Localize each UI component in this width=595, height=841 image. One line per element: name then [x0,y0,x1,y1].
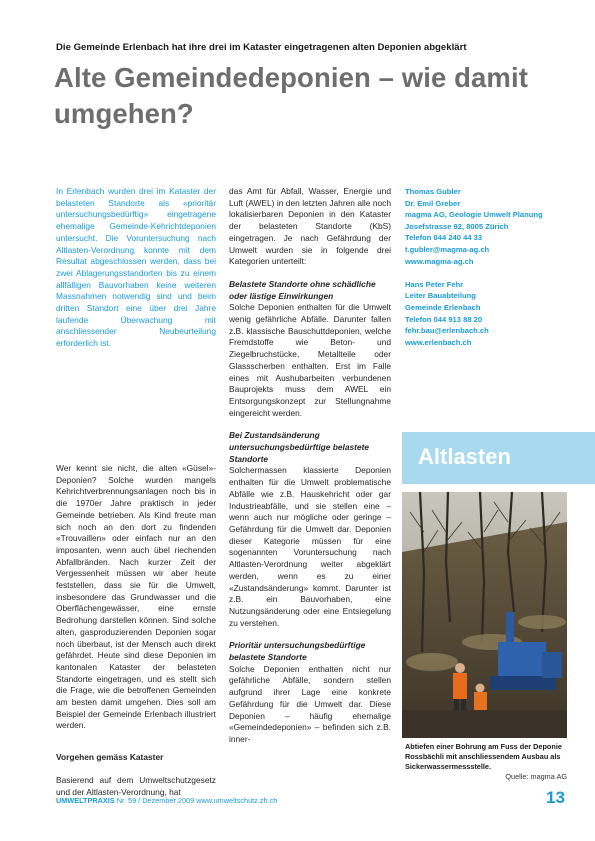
contact-email[interactable]: fehr.bau@erlenbach.ch [405,326,489,336]
page-number: 13 [546,788,565,807]
category-heading: Belastete Standorte ohne schädliche oder lästige Einwirkungen [229,278,376,301]
body-paragraph: Solche Deponien enthalten nicht nur gefährliche Abfälle, sondern stellen aufgrund ihrer Lage eine konkrete Gefährdung für die Umwelt dar. Diese Deponien – häufig ehemalige «Gemeindedeponien» – befinden sich z.B. inner- [229,663,391,744]
author-contacts [405,186,570,348]
body-paragraph: Solchermassen klassierte Deponien enthalten für die Umwelt problematische Abfälle wie z.B. Hauskehricht oder gar Industrieabfälle, und sie stellen eine – wenn auch nur mögliche oder geringe – Gefährdung für die Umwelt dar. Deponien dieser Kategorie müssen für eine sogenannten Voruntersuchung nach Altlasten-Verordnung weiter abgeklärt werden, wenn es zu einer «Zustandsänderung» kommt. Darunter ist z.B. ein Bauvorhaben, eine Nutzungsänderung oder eine Entsiegelung zu verstehen. [229,465,391,628]
photo-caption: Abtiefen einer Bohrung am Fuss der Deponie Rossbächli mit anschliessendem Ausbau als Sickerwassermessstelle. [405,742,562,771]
photo-illustration [402,492,567,738]
footer-url[interactable]: www.umweltschutz.zh.ch [196,796,278,805]
title-line-1: Alte Gemeindedeponien – wie damit [54,62,528,93]
contact-title: Dr. Emil Greber [405,198,461,208]
contact-org: Gemeinde Erlenbach [405,302,481,312]
lead-paragraph: In Erlenbach wurden drei im Kataster der belasteten Standorte als «prioritär untersuchungsbedürftig» eingetragene ehemalige Gemeinde-Kehrichtdeponien untersucht. Die Voruntersuchung nach Altlasten-Verordnung konnte mit dem Resultat abgeschlossen werden, dass bei zwei Ablagerungsstandorten bis zu einem allfälligen Bauvorhaben keine weiteren Massnahmen notwendig sind und beim dritten Standort eine über drei Jahre laufende Überwachung mit anschliessender Neubeurteilung erforderlich ist. [56,186,216,349]
subheading: Vorgehen gemäss Kataster [56,752,164,763]
article-title [54,60,574,132]
category-heading: Bei Zustandsänderung untersuchungsbedürftige belastete Standorte [229,430,370,464]
body-column-1 [56,463,216,798]
category-heading: Prioritär untersuchungsbedürftige belastete Standorte [229,640,366,663]
body-paragraph: Solche Deponien enthalten für die Umwelt wenig gefährliche Abfälle. Darunter fallen z.B. klassische Bauschuttdeponien, welche Fremdstoffe wie Beton- und Ziegelbruchstücke, Metallteile oder Glassscherben enthalten. Erst im Falle eines mit Aushubarbeiten verbundenen Bauprojekts muss dem AWEL ein Entsorgungskonzept zur Stellungnahme eingereicht werden. [229,302,391,418]
contact-name: Thomas Gubler [405,187,461,196]
body-paragraph: Wer kennt sie nicht, die alten «Güsel»-Deponien? Solche wurden mangels Kehrichtverbrennungsanlagen noch bis in die 1970er Jahre praktisch in jeder Gemeinde betrieben. Als Kind freute man sich noch an den dort zu findenden «Trouvaillen» oder einfach nur an den imposanten, wenn auch übel riechenden Abfallbränden. Nach kurzer Zeit der Vergessenheit müssen wir aber heute feststellen, dass sie für die Umwelt, insbesondere das Grundwasser und die Oberflächengewässer, eine ernste Bedrohung darstellen können. Sind solche alten, gasproduzierenden Deponien sogar noch überbaut, ist der Mensch auch direkt gefährdet. Heute sind diese Deponien im kantonalen Kataster der belasteten Standorte eingetragen, und es stellt sich die Frage, wie die betroffenen Gemeinden am besten damit umgehen. Dies soll am Beispiel der Gemeinde Erlenbach illustriert werden. [56,463,216,731]
drilling-site-photo [402,492,567,738]
contact-phone: Telefon 044 240 44 33 [405,233,483,243]
body-paragraph: Basierend auf dem Umweltschutzgesetz und der Altlasten-Verordnung, hat [56,774,216,797]
contact-web[interactable]: www.magma-ag.ch [405,256,474,266]
magazine-name: UMWELTPRAXIS [56,796,115,805]
contact-web[interactable]: www.erlenbach.ch [405,337,472,347]
title-line-2: umgehen? [54,98,194,129]
page-footer [56,796,277,805]
article-kicker: Die Gemeinde Erlenbach hat ihre drei im Kataster eingetragenen alten Deponien abgeklärt [56,42,467,53]
contact-name: Hans Peter Fehr [405,279,464,289]
contact-address: Josefstrasse 92, 8005 Zürich [405,221,509,231]
section-banner [402,432,595,484]
contact-email[interactable]: t.gubler@magma-ag.ch [405,244,490,254]
issue-info: Nr. 59 / Dezember 2009 [116,796,195,805]
section-label: Altlasten [418,444,511,469]
contact-org: magma AG, Geologie Umwelt Planung [405,210,543,220]
body-paragraph: das Amt für Abfall, Wasser, Energie und Luft (AWEL) in den letzten Jahren alle noch lokalisierbaren Deponien in den Kataster der belasteten Standorte (KbS) eingetragen. Je nach Gefährdung der Umwelt wurden sie in folgende drei Kategorien unterteilt: [229,186,391,267]
body-column-2 [229,186,391,746]
contact-title: Leiter Bauabteilung [405,291,476,301]
contact-phone: Telefon 044 913 88 20 [405,314,483,324]
photo-credit: Quelle: magma AG [505,772,567,781]
